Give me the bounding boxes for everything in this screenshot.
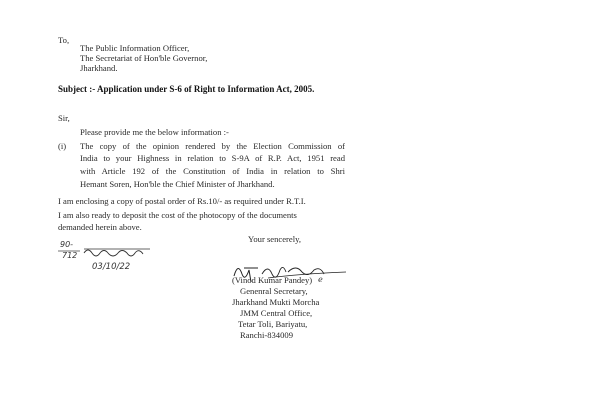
addressee-line-2: The Secretariat of Hon'ble Governor, <box>80 53 208 63</box>
item-line-2: India to your Highness in relation to S-9A of R.P. Act, 1951 read <box>80 153 345 163</box>
signer-city: Ranchi-834009 <box>240 330 293 340</box>
salutation: Sir, <box>58 113 70 123</box>
signer-name: (Vinod Kumar Pandey) <box>232 275 313 285</box>
signature-tick-icon: ℯ <box>318 275 323 284</box>
handwritten-date: 03/10/22 <box>92 262 131 272</box>
to-label: To, <box>58 35 70 45</box>
handwritten-ref: 712 <box>62 251 78 260</box>
item-number: (i) <box>58 141 67 151</box>
addressee-line-3: Jharkhand. <box>80 63 118 73</box>
signer-title: Genenral Secretary, <box>240 286 308 296</box>
closing-line: Your sencerely, <box>248 234 301 244</box>
signer-organization: Jharkhand Mukti Morcha <box>232 297 320 307</box>
signer-office: JMM Central Office, <box>240 308 313 318</box>
addressee-line-1: The Public Information Officer, <box>80 43 190 53</box>
item-line-4: Hemant Soren, Hon'ble the Chief Minister of Jharkhand. <box>80 179 275 189</box>
subject-line: Subject :- Application under S-6 of Right to Information Act, 2005. <box>58 84 315 94</box>
deposit-line-2: demanded herein above. <box>58 222 142 232</box>
signer-address: Tetar Toli, Bariyatu, <box>238 319 308 329</box>
handwritten-number: 90- <box>60 240 74 249</box>
deposit-line-1: I am also ready to deposit the cost of the photocopy of the documents <box>58 210 297 220</box>
item-line-1: The copy of the opinion rendered by the Election Commission of <box>80 141 345 151</box>
enclosing-line: I am enclosing a copy of postal order of Rs.10/- as required under R.T.I. <box>58 196 306 206</box>
item-line-3: with Article 192 of the Constitution of India in relation to Shri <box>80 166 345 176</box>
intro-line: Please provide me the below information :- <box>80 127 229 137</box>
